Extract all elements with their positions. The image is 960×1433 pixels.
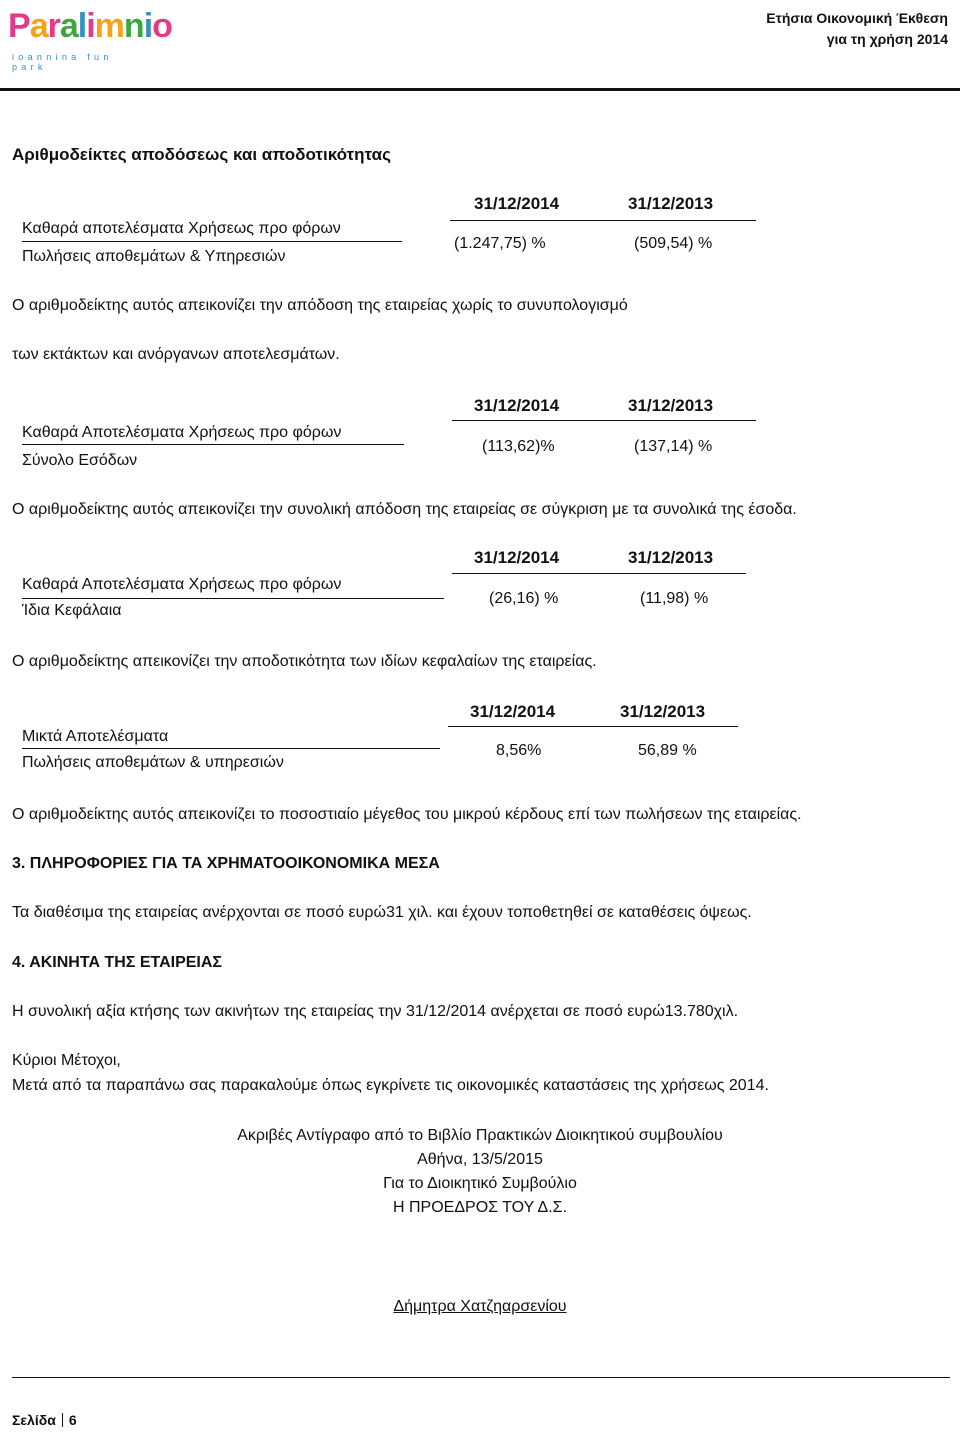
fraction-line xyxy=(22,444,404,445)
col-header-2014: 31/12/2014 xyxy=(474,194,560,213)
fraction-line xyxy=(22,241,402,242)
logo-tagline: ioannina fun park xyxy=(12,52,113,72)
footer-rule xyxy=(12,1377,950,1378)
ratio-block-2 xyxy=(12,394,772,474)
header-underline xyxy=(448,726,738,727)
value-2014: (113,62)% xyxy=(482,438,555,455)
report-title-line1: Ετήσια Οικονομική Έκθεση xyxy=(766,10,948,26)
col-header-2014: 31/12/2014 xyxy=(474,548,560,567)
col-header-2013: 31/12/2013 xyxy=(628,548,714,567)
ratio-denominator: Πωλήσεις αποθεμάτων & υπηρεσιών xyxy=(22,754,284,771)
header-underline xyxy=(450,220,756,221)
signatory-name-text: Δήμητρα Χατζηαρσενίου xyxy=(393,1298,567,1315)
header-rule xyxy=(0,88,960,91)
ratio-block-1 xyxy=(12,192,772,272)
certification-line1: Ακριβές Αντίγραφο από το Βιβλίο Πρακτικών Διοικητικού συμβουλίου xyxy=(237,1127,723,1144)
header-underline xyxy=(452,420,756,421)
ratio-numerator: Καθαρά αποτελέσματα Χρήσεως προ φόρων xyxy=(22,220,341,237)
ratio-numerator: Μικτά Αποτελέσματα xyxy=(22,728,169,745)
col-header-2013: 31/12/2013 xyxy=(628,194,714,213)
page-footer xyxy=(12,1412,77,1428)
value-2014: (26,16) % xyxy=(489,590,559,607)
value-2014: 8,56% xyxy=(496,742,542,759)
ratio2-description: Ο αριθμοδείκτης αυτός απεικονίζει την συνολική απόδοση της εταιρείας σε σύγκριση με τα συνολικά της έσοδα. xyxy=(12,501,797,518)
salutation: Κύριοι Μέτοχοι, xyxy=(12,1052,121,1069)
col-header-2014: 31/12/2014 xyxy=(470,702,556,721)
section4-text: Η συνολική αξία κτήσης των ακινήτων της εταιρείας την 31/12/2014 ανέρχεται σε ποσό ευρώ13.780χιλ. xyxy=(12,1003,739,1020)
fraction-line xyxy=(22,748,440,749)
ratio-denominator: Ίδια Κεφάλαια xyxy=(22,602,122,619)
value-2014: (1.247,75) % xyxy=(454,235,546,252)
col-header-2014: 31/12/2014 xyxy=(474,396,560,415)
certification-line3: Για το Διοικητικό Συμβούλιο xyxy=(383,1175,577,1192)
certification-line4: Η ΠΡΟΕΔΡΟΣ ΤΟΥ Δ.Σ. xyxy=(392,1199,568,1216)
fraction-line xyxy=(22,598,444,599)
section4-heading: 4. ΑΚΙΝΗΤΑ ΤΗΣ ΕΤΑΙΡΕΙΑΣ xyxy=(12,954,223,971)
page-label: Σελίδα xyxy=(12,1412,56,1428)
ratio-numerator: Καθαρά Αποτελέσματα Χρήσεως προ φόρων xyxy=(22,424,342,441)
logo-wordmark: Paralimnio xyxy=(8,7,172,45)
company-logo xyxy=(8,4,172,72)
ratio1-description-line1: Ο αριθμοδείκτης αυτός απεικονίζει την απόδοση της εταιρείας χωρίς το συνυπολογισμό xyxy=(12,297,628,314)
signatory-name xyxy=(0,1298,960,1316)
value-2013: (137,14) % xyxy=(634,438,713,455)
col-header-2013: 31/12/2013 xyxy=(620,702,706,721)
header-underline xyxy=(452,573,746,574)
section3-heading: 3. ΠΛΗΡΟΦΟΡΙΕΣ ΓΙΑ ΤΑ ΧΡΗΜΑΤΟΟΙΚΟΝΟΜΙΚΑ ΜΕΣΑ xyxy=(12,855,440,872)
footer-separator xyxy=(62,1413,63,1427)
section3-text: Τα διαθέσιμα της εταιρείας ανέρχονται σε ποσό ευρώ31 χιλ. και έχουν τοποθετηθεί σε καταθέσεις όψεως. xyxy=(12,904,752,921)
ratio-numerator: Καθαρά Αποτελέσματα Χρήσεως προ φόρων xyxy=(22,576,342,593)
ratio3-description: Ο αριθμοδείκτης απεικονίζει την αποδοτικότητα των ιδίων κεφαλαίων της εταιρείας. xyxy=(12,653,597,670)
value-2013: (509,54) % xyxy=(634,235,713,252)
approval-request: Μετά από τα παραπάνω σας παρακαλούμε όπως εγκρίνετε τις οικονομικές καταστάσεις της χρήσεως 2014. xyxy=(12,1077,769,1094)
ratio4-description: Ο αριθμοδείκτης αυτός απεικονίζει το ποσοστιαίο μέγεθος του μικρού κέρδους επί των πωλήσεων της εταιρείας. xyxy=(12,806,802,823)
certification-line2: Αθήνα, 13/5/2015 xyxy=(417,1151,543,1168)
ratio-block-4 xyxy=(12,700,772,780)
value-2013: (11,98) % xyxy=(640,590,709,607)
ratio-denominator: Σύνολο Εσόδων xyxy=(22,452,138,469)
value-2013: 56,89 % xyxy=(638,742,697,759)
ratio-denominator: Πωλήσεις αποθεμάτων & Υπηρεσιών xyxy=(22,248,286,265)
page-number: 6 xyxy=(68,1412,77,1428)
report-title-line2: για τη χρήση 2014 xyxy=(826,31,948,47)
ratio-block-3 xyxy=(12,546,772,626)
col-header-2013: 31/12/2013 xyxy=(628,396,714,415)
ratio1-description-line2: των εκτάκτων και ανόργανων αποτελεσμάτων. xyxy=(12,346,340,363)
section-title: Αριθμοδείκτες αποδόσεως και αποδοτικότητας xyxy=(12,145,391,164)
